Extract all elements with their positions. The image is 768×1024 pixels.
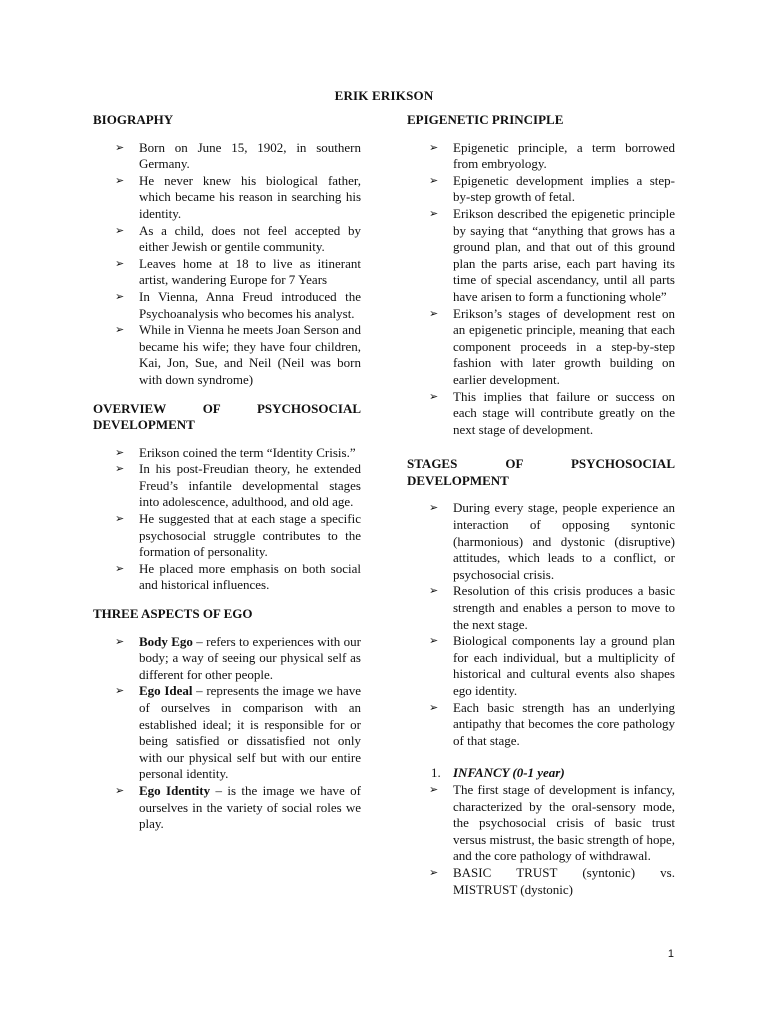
list-item: ➢ He suggested that at each stage a specific psychosocial struggle contributes to the formation of personality.	[115, 511, 361, 560]
right-column	[407, 112, 675, 910]
arrow-bullet-icon: ➢	[115, 634, 125, 648]
list-item: ➢ Erikson’s stages of development rest on an epigenetic principle, meaning that each component proceeds in a step-by-step fashion with later growth building on earlier development.	[429, 305, 675, 387]
arrow-bullet-icon: ➢	[115, 289, 125, 303]
arrow-bullet-icon: ➢	[429, 173, 439, 187]
list-item: ➢ Erikson coined the term “Identity Crisis.”	[115, 444, 356, 460]
epigenetic-heading: EPIGENETIC PRINCIPLE	[407, 112, 564, 127]
arrow-bullet-icon: ➢	[429, 140, 439, 154]
arrow-bullet-icon: ➢	[115, 684, 125, 698]
term-label: Body Ego	[139, 633, 193, 649]
list-item: ➢ During every stage, people experience an interaction of opposing syntonic (harmonious) and dystonic (disruptive) attitudes, which leads to a conflict, or psychosocial crisis.	[429, 500, 675, 582]
epigenetic-list	[407, 140, 675, 439]
arrow-bullet-icon: ➢	[429, 389, 439, 403]
arrow-bullet-icon: ➢	[429, 206, 439, 220]
list-item: ➢ Erikson described the epigenetic principle by saying that “anything that grows has a ground plan, and that out of this ground plan the parts arise, each part having its time of special ascendancy, until all parts have arisen to form a functioning whole”	[429, 205, 675, 304]
list-item: ➢ Each basic strength has an underlying antipathy that becomes the core pathology of that stage.	[429, 699, 675, 748]
list-item: ➢ Biological components lay a ground plan for each individual, but a multiplicity of historical and cultural events also shapes ego identity.	[429, 633, 675, 698]
list-item: ➢ Ego Ideal – represents the image we have of ourselves in comparison with an established ideal; it is responsible for or being satisfied or dissatisfied not only with our physical self but with our entire personal identity.	[115, 683, 362, 782]
arrow-bullet-icon: ➢	[115, 223, 125, 237]
arrow-bullet-icon: ➢	[115, 323, 125, 337]
list-item: ➢ Epigenetic development implies a step-by-step growth of fetal.	[429, 172, 675, 205]
arrow-bullet-icon: ➢	[429, 501, 439, 515]
overview-list	[93, 445, 361, 594]
list-item: ➢ In his post-Freudian theory, he extended Freud’s infantile developmental stages into adolescence, adulthood, and old age.	[115, 461, 361, 510]
document-title: ERIK ERIKSON	[334, 88, 434, 103]
list-item: ➢ Born on June 15, 1902, in southern Germany.	[115, 139, 361, 172]
arrow-bullet-icon: ➢	[429, 865, 439, 879]
stages-list	[407, 500, 675, 749]
arrow-bullet-icon: ➢	[115, 783, 125, 797]
list-item: ➢ Resolution of this crisis produces a basic strength and enables a person to move to the next stage.	[429, 583, 675, 632]
arrow-bullet-icon: ➢	[115, 445, 125, 459]
arrow-bullet-icon: ➢	[429, 782, 439, 796]
list-item: ➢ He placed more emphasis on both social and historical influences.	[115, 560, 361, 593]
infancy-heading: 1. INFANCY (0-1 year)	[431, 765, 565, 781]
list-item: ➢ BASIC TRUST (syntonic) vs. MISTRUST (dystonic)	[429, 864, 675, 897]
infancy-list	[407, 782, 675, 898]
arrow-bullet-icon: ➢	[115, 512, 125, 526]
list-item: ➢ Leaves home at 18 to live as itinerant artist, wandering Europe for 7 Years	[115, 255, 361, 288]
list-item: ➢ Ego Identity – is the image we have of ourselves in the variety of social roles we play.	[115, 782, 362, 832]
left-column	[93, 112, 361, 845]
list-item: ➢ The first stage of development is infancy, characterized by the oral-sensory mode, the psychosocial crisis of basic trust versus mistrust, the basic strength of hope, and the core pathology of withdrawal.	[429, 781, 675, 864]
arrow-bullet-icon: ➢	[429, 700, 439, 714]
arrow-bullet-icon: ➢	[429, 306, 439, 320]
ego-heading: THREE ASPECTS OF EGO	[93, 606, 253, 622]
list-item: ➢ He never knew his biological father, which became his reason in searching his identity.	[115, 172, 361, 221]
list-item: ➢ In Vienna, Anna Freud introduced the Psychoanalysis who becomes his analyst.	[115, 288, 361, 321]
term-label: Ego Identity	[139, 782, 211, 798]
arrow-bullet-icon: ➢	[115, 140, 125, 154]
arrow-bullet-icon: ➢	[429, 634, 439, 648]
stages-heading: STAGES OF PSYCHOSOCIAL DEVELOPMENT	[407, 456, 675, 488]
biography-heading: BIOGRAPHY	[93, 112, 174, 127]
list-item: ➢ While in Vienna he meets Joan Serson and became his wife; they have four children, Kai, Jon, Sue, and Neil (Neil was born with down syndrome)	[115, 322, 361, 387]
term-label: Ego Ideal	[139, 683, 193, 699]
list-item: ➢ Epigenetic principle, a term borrowed from embryology.	[429, 139, 675, 172]
biography-list	[93, 140, 361, 389]
arrow-bullet-icon: ➢	[115, 462, 125, 476]
arrow-bullet-icon: ➢	[115, 561, 125, 575]
page-number: 1	[667, 948, 674, 960]
ego-list	[93, 634, 361, 833]
arrow-bullet-icon: ➢	[115, 256, 125, 270]
list-item: ➢ As a child, does not feel accepted by either Jewish or gentile community.	[115, 222, 361, 255]
arrow-bullet-icon: ➢	[115, 173, 125, 187]
overview-heading: OVERVIEW OF PSYCHOSOCIAL DEVELOPMENT	[93, 400, 361, 433]
arrow-bullet-icon: ➢	[429, 584, 439, 598]
list-item: ➢ Body Ego – refers to experiences with our body; a way of seeing our physical self as different for other people.	[115, 633, 361, 682]
stage-number: 1.	[431, 765, 441, 781]
list-item: ➢ This implies that failure or success on each stage will contribute greatly on the next stage of development.	[429, 388, 675, 437]
